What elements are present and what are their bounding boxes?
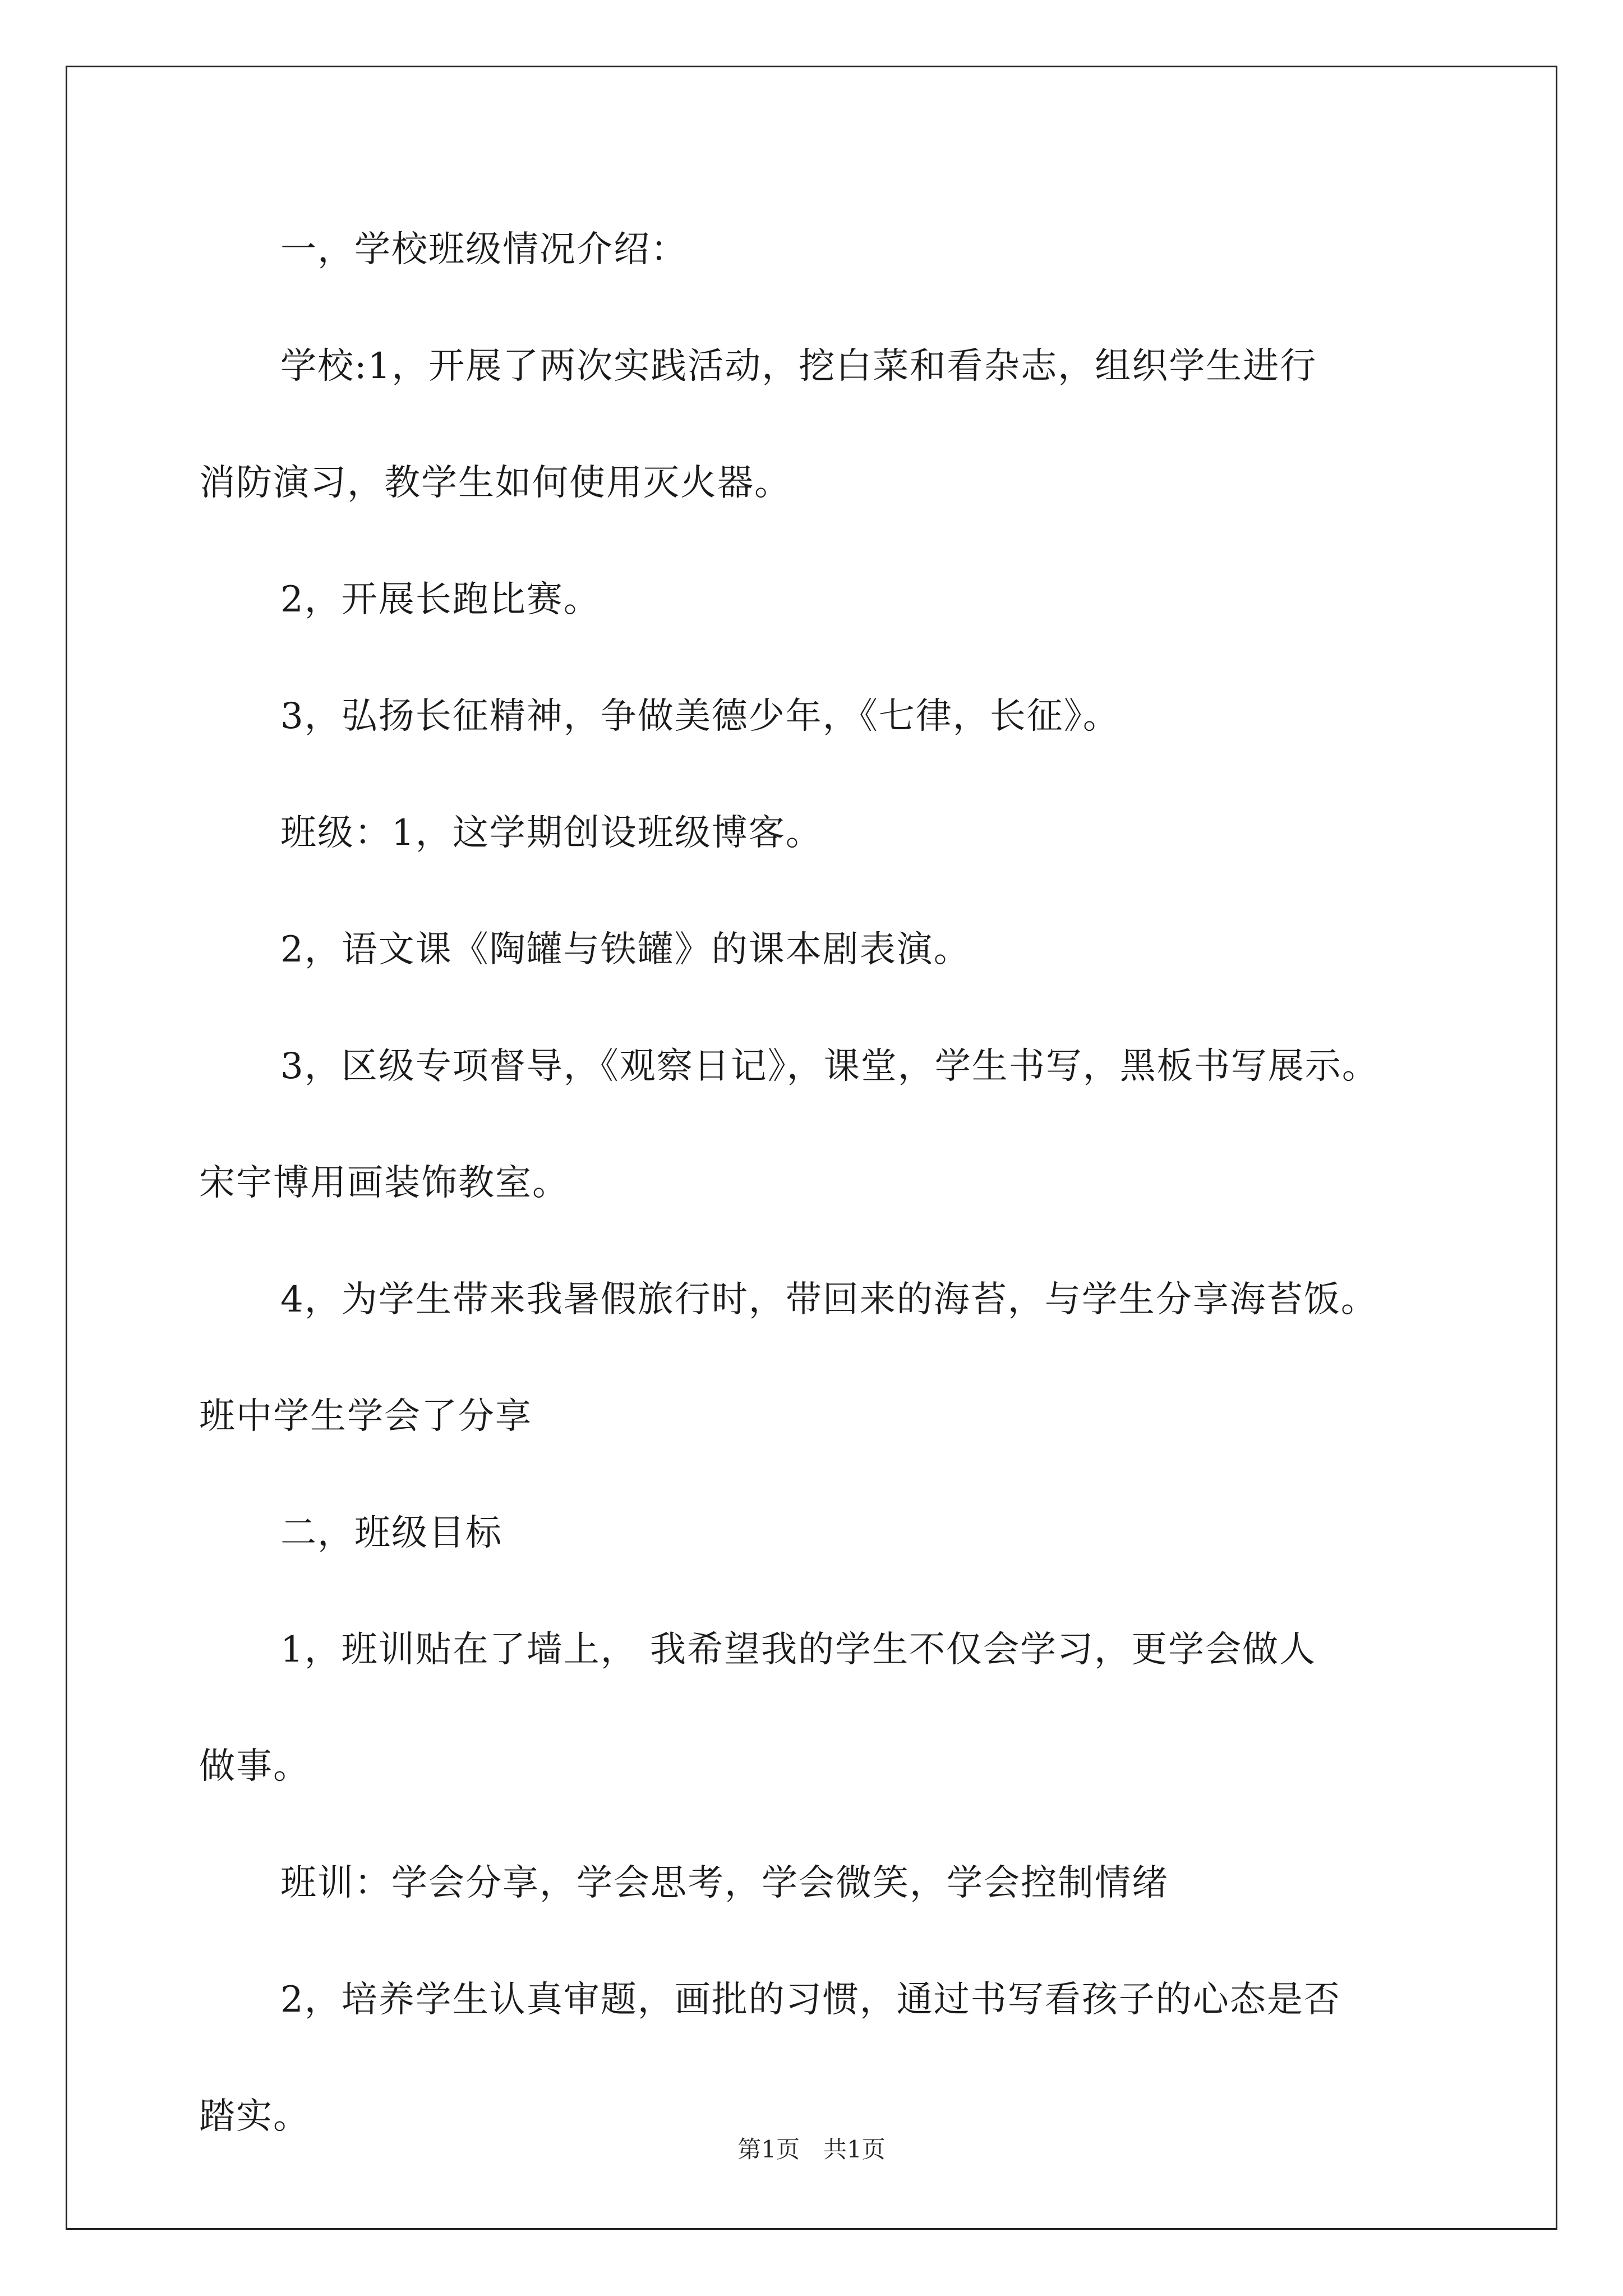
paragraph: 踏实。	[199, 2096, 310, 2137]
paragraph: 消防演习，教学生如何使用灭火器。	[199, 462, 791, 504]
paragraph: 4，为学生带来我暑假旅行时，带回来的海苔，与学生分享海苔饭。	[280, 1279, 1378, 1320]
paragraph: 学校:1，开展了两次实践活动，挖白菜和看杂志，组织学生进行	[280, 346, 1317, 387]
paragraph: 班级：1，这学期创设班级博客。	[280, 812, 823, 854]
page-number: 第1页 共1页	[737, 2136, 886, 2163]
paragraph: 2，培养学生认真审题，画批的习惯，通过书写看孩子的心态是否	[280, 1979, 1341, 2021]
paragraph: 3，区级专项督导，《观察日记》，课堂，学生书写，黑板书写展示。	[280, 1046, 1379, 1087]
paragraph: 2，开展长跑比赛。	[280, 579, 601, 620]
paragraph: 做事。	[199, 1746, 310, 1787]
paragraph: 班训：学会分享，学会思考，学会微笑，学会控制情绪	[280, 1862, 1169, 1904]
paragraph: 3，弘扬长征精神，争做美德少年，《七律，长征》。	[280, 696, 1120, 737]
paragraph: 2，语文课《陶罐与铁罐》的课本剧表演。	[280, 929, 971, 970]
paragraph: 宋宇博用画装饰教室。	[199, 1162, 569, 1204]
paragraph: 二，班级目标	[280, 1512, 502, 1554]
paragraph: 1，班训贴在了墙上， 我希望我的学生不仅会学习，更学会做人	[280, 1629, 1317, 1671]
paragraph: 班中学生学会了分享	[199, 1396, 532, 1437]
paragraph: 一，学校班级情况介绍：	[280, 229, 688, 270]
